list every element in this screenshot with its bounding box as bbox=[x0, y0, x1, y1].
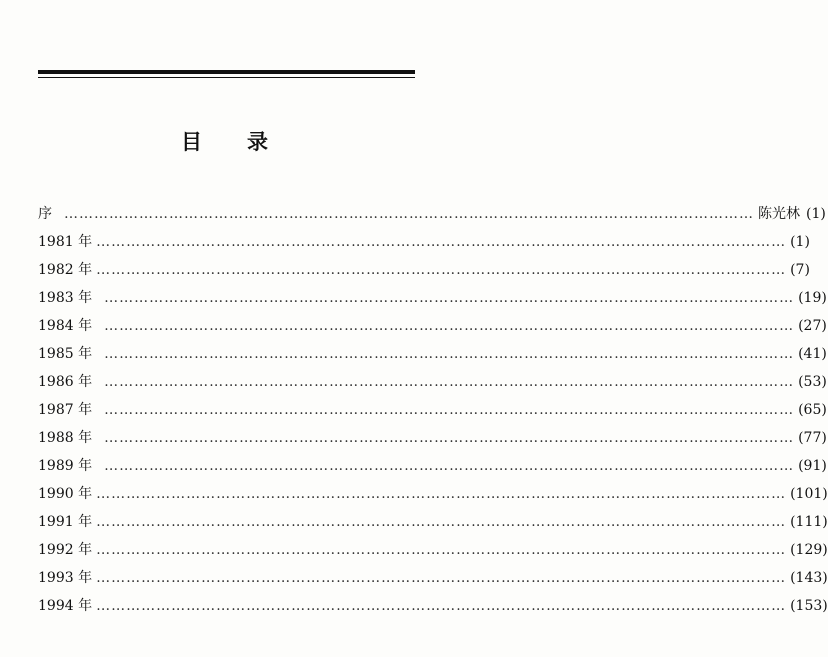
toc-entry[interactable] bbox=[38, 312, 827, 340]
toc-entry-label: 1985 年 bbox=[38, 346, 93, 362]
toc-entry-label: 1984 年 bbox=[38, 318, 93, 334]
toc-entry[interactable] bbox=[38, 340, 827, 368]
toc-entry-page: (101) bbox=[790, 486, 828, 502]
toc-entry-label: 1992 年 bbox=[38, 542, 93, 558]
toc-entry[interactable] bbox=[38, 256, 810, 284]
toc-entry-page: (27) bbox=[798, 318, 827, 334]
dot-leader: ………………………………………………………………………………………………………………………… bbox=[96, 234, 787, 250]
toc-entry[interactable] bbox=[38, 368, 827, 396]
toc-entry[interactable] bbox=[38, 564, 828, 592]
toc-entry-label: 1981 年 bbox=[38, 234, 93, 250]
toc-entry-page: (77) bbox=[798, 430, 827, 446]
toc-entry-label: 1987 年 bbox=[38, 402, 93, 418]
toc-entry[interactable] bbox=[38, 592, 828, 620]
toc-entry-label: 1994 年 bbox=[38, 598, 93, 614]
toc-entry-label: 1989 年 bbox=[38, 458, 93, 474]
dot-leader: ………………………………………………………………………………………………………………………… bbox=[96, 486, 787, 502]
toc-entry-preface[interactable] bbox=[38, 200, 826, 228]
toc-entry-label: 1993 年 bbox=[38, 570, 93, 586]
dot-leader: ………………………………………………………………………………………………………………………… bbox=[104, 290, 795, 306]
toc-entry[interactable] bbox=[38, 536, 828, 564]
toc-entry-page: (41) bbox=[798, 346, 827, 362]
dot-leader: ………………………………………………………………………………………………………………………… bbox=[96, 570, 787, 586]
toc-entry[interactable] bbox=[38, 452, 827, 480]
toc-entry-author: 陈光林 bbox=[758, 206, 800, 222]
dot-leader: ………………………………………………………………………………………………………………………… bbox=[96, 542, 787, 558]
dot-leader: ………………………………………………………………………………………………………………………… bbox=[104, 346, 795, 362]
toc-entry-page: (65) bbox=[798, 402, 827, 418]
toc-entry-label: 1986 年 bbox=[38, 374, 93, 390]
dot-leader: ………………………………………………………………………………………………………………………… bbox=[104, 430, 795, 446]
dot-leader: ………………………………………………………………………………………………………………………… bbox=[104, 374, 795, 390]
dot-leader: ………………………………………………………………………………………………………………………… bbox=[64, 206, 754, 222]
title-char-1: 目 bbox=[181, 130, 203, 154]
toc-entry[interactable] bbox=[38, 228, 810, 256]
toc-entry-page: (1) bbox=[806, 206, 826, 222]
toc-entry-label: 1988 年 bbox=[38, 430, 93, 446]
toc-entry[interactable] bbox=[38, 396, 827, 424]
toc-entry[interactable] bbox=[38, 508, 828, 536]
dot-leader: ………………………………………………………………………………………………………………………… bbox=[104, 318, 795, 334]
toc-entry-page: (53) bbox=[798, 374, 827, 390]
title-char-2: 录 bbox=[247, 130, 269, 154]
toc-entry[interactable] bbox=[38, 480, 828, 508]
dot-leader: ………………………………………………………………………………………………………………………… bbox=[104, 458, 795, 474]
page-title bbox=[0, 126, 450, 156]
toc-entry[interactable] bbox=[38, 284, 827, 312]
toc-entry-page: (143) bbox=[790, 570, 828, 586]
toc-entry-page: (91) bbox=[798, 458, 827, 474]
toc-entry-label: 1991 年 bbox=[38, 514, 93, 530]
toc-entry-label: 序 bbox=[38, 206, 52, 222]
header-rule-thin bbox=[38, 77, 415, 78]
toc-entry-label: 1990 年 bbox=[38, 486, 93, 502]
header-rule-thick bbox=[38, 70, 415, 74]
toc-entry[interactable] bbox=[38, 424, 827, 452]
toc-entry-page: (7) bbox=[790, 262, 810, 278]
dot-leader: ………………………………………………………………………………………………………………………… bbox=[104, 402, 795, 418]
dot-leader: ………………………………………………………………………………………………………………………… bbox=[96, 598, 787, 614]
toc-entry-label: 1982 年 bbox=[38, 262, 93, 278]
toc-entry-page: (1) bbox=[790, 234, 810, 250]
dot-leader: ………………………………………………………………………………………………………………………… bbox=[96, 262, 787, 278]
dot-leader: ………………………………………………………………………………………………………………………… bbox=[96, 514, 787, 530]
toc-entry-page: (129) bbox=[790, 542, 828, 558]
table-of-contents bbox=[38, 200, 828, 620]
toc-entry-page: (153) bbox=[790, 598, 828, 614]
toc-entry-page: (19) bbox=[798, 290, 827, 306]
toc-entry-label: 1983 年 bbox=[38, 290, 93, 306]
toc-entry-page: (111) bbox=[790, 514, 828, 530]
